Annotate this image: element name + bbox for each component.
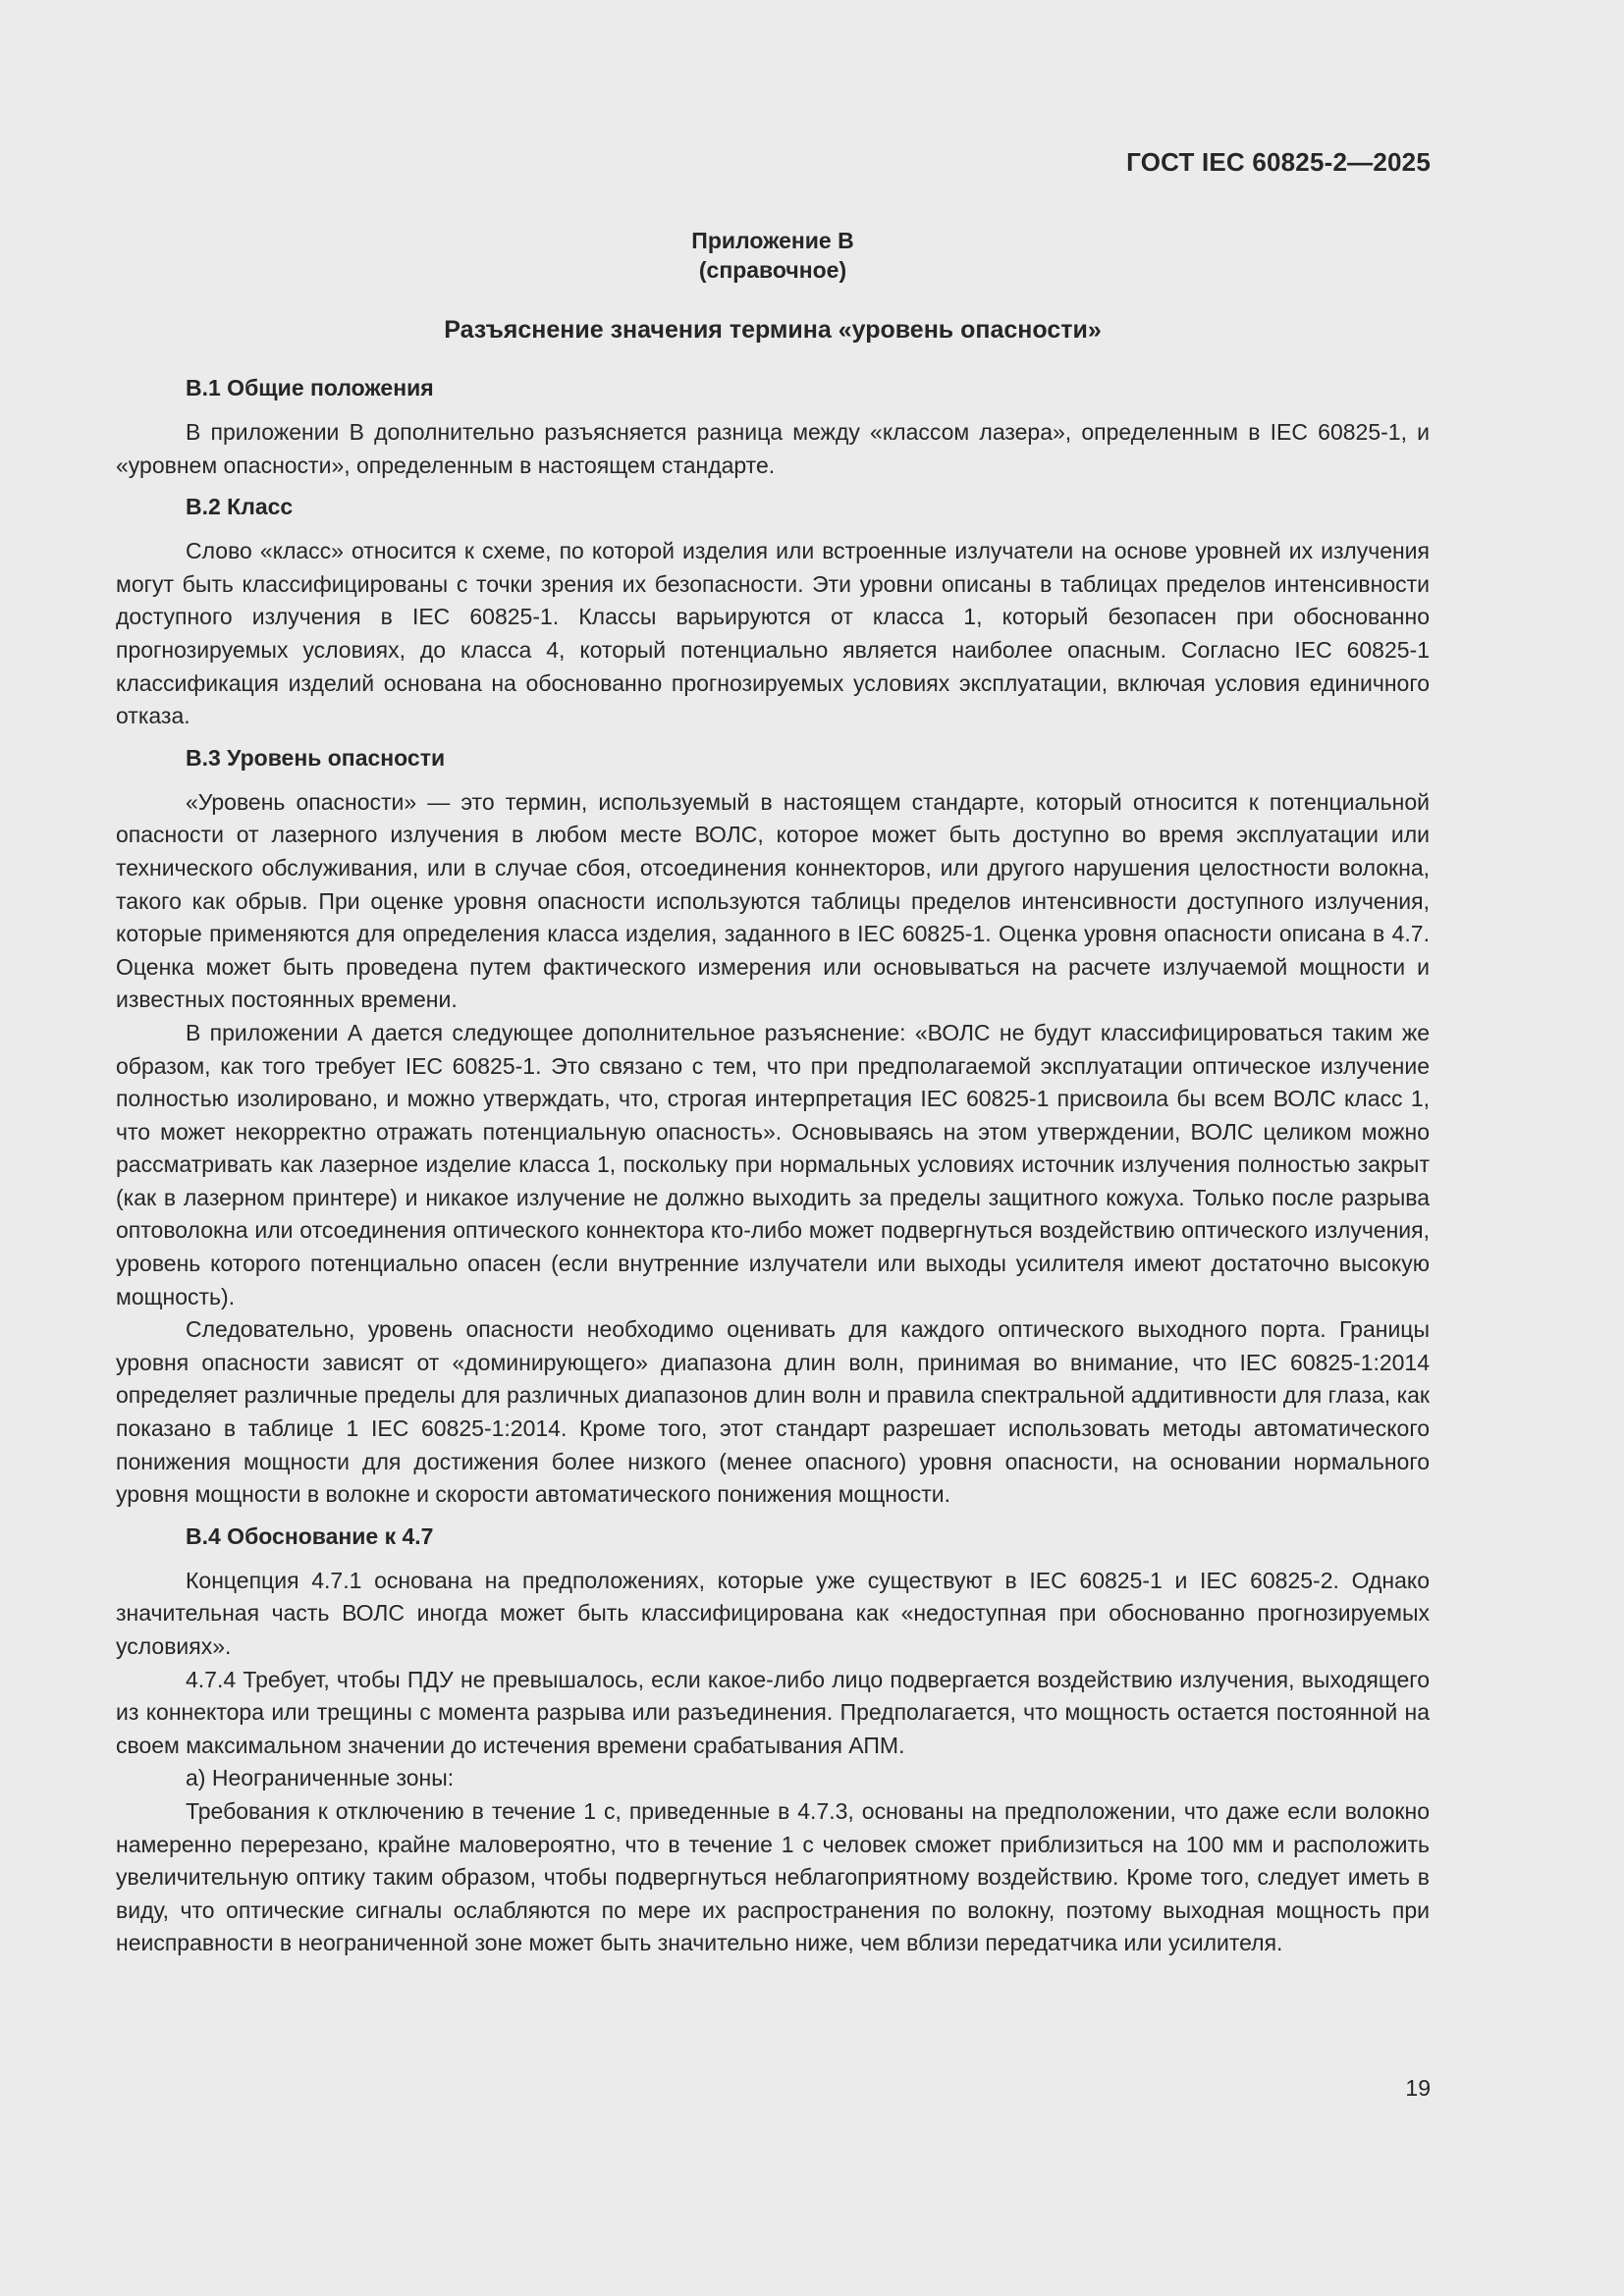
page-number: 19 xyxy=(1405,2075,1431,2101)
section-heading: В.2 Класс xyxy=(186,494,294,520)
section-heading: В.3 Уровень опасности xyxy=(186,744,446,771)
section-heading: В.1 Общие положения xyxy=(186,375,434,400)
paragraph: Требования к отключению в течение 1 с, приведенные в 4.7.3, основаны на предположении, что даже если волокно намеренно перерезано, крайне маловероятно, что в течение 1 с человек сможет приблизиться на 100 мм и расположить увеличительную оптику таким образом, чтобы подвергнуться неблагоприятному воздействию. Кроме того, следует иметь в виду, что оптические сигналы ослабляются по мере их распространения по волокну, поэтому выходная мощность при неисправности в неограниченной зоне может быть значительно ниже, чем вблизи передатчика или усилителя. xyxy=(116,1797,1430,1956)
list-item: а) Неограниченные зоны: xyxy=(186,1765,455,1791)
appendix-type: (справочное) xyxy=(698,257,847,283)
section-heading: В.4 Обоснование к 4.7 xyxy=(186,1522,434,1549)
main-title: Разъяснение значения термина «уровень опасности» xyxy=(444,316,1102,344)
section-b4 xyxy=(116,1520,1430,1960)
appendix-title xyxy=(116,226,1430,285)
section-b2 xyxy=(116,490,1430,733)
paragraph: В приложении А дается следующее дополнительное разъяснение: «ВОЛС не будут классифицироваться таким же образом, как того требует IEC 60825-1. Это связано с тем, что при предполагаемой эксплуатации оптическое излучение полностью изолировано, и можно утверждать, что, строгая интерпретация IEC 60825-1 присвоила бы всем ВОЛС класс 1, что может некорректно отражать потенциальную опасность». Основываясь на этом утверждении, ВОЛС целиком можно рассматривать как лазерное изделие класса 1, поскольку при нормальных условиях источник излучения полностью закрыт (как в лазерном принтере) и никакое излучение не должно выходить за пределы защитного кожуха. Только после разрыва оптоволокна или отсоединения оптического коннектора кто-либо может подвергнуться воздействию оптического излучения, уровень которого потенциально опасен (если внутренние излучатели или выходы усилителя имеют достаточно высокую мощность). xyxy=(116,1019,1430,1309)
paragraph: Концепция 4.7.1 основана на предположениях, которые уже существуют в IEC 60825-1 и IEC 60825-2. Однако значительная часть ВОЛС иногда может быть классифицирована как «недоступная при обоснованно прогнозируемых условиях». xyxy=(116,1567,1430,1659)
section-b1 xyxy=(116,371,1430,482)
paragraph: 4.7.4 Требует, чтобы ПДУ не превышалось, если какое-либо лицо подвергается воздействию излучения, выходящего из коннектора или трещины с момента разрыва или разъединения. Предполагается, что мощность остается постоянной на своем максимальном значении до истечения времени срабатывания АПМ. xyxy=(116,1666,1430,1758)
document-id: ГОСТ IEC 60825-2—2025 xyxy=(1126,147,1431,177)
paragraph: Следовательно, уровень опасности необходимо оценивать для каждого оптического выходного порта. Границы уровня опасности зависят от «доминирующего» диапазона длин волн, принимая во внимание, что IEC 60825-1:2014 определяет различные пределы для различных диапазонов длин волн и правила спектральной аддитивности для глаза, как показано в таблице 1 IEC 60825-1:2014. Кроме того, этот стандарт разрешает использовать методы автоматического понижения мощности для достижения более низкого (менее опасного) уровня опасности, на основании нормального уровня мощности в волокне и скорости автоматического понижения мощности. xyxy=(116,1316,1430,1508)
paragraph: «Уровень опасности» — это термин, используемый в настоящем стандарте, который относится к потенциальной опасности от лазерного излучения в любом месте ВОЛС, которое может быть доступно во время эксплуатации или технического обслуживания, или в случае сбоя, отсоединения коннекторов, или другого нарушения целостности волокна, такого как обрыв. При оценке уровня опасности используются таблицы пределов интенсивности доступного излучения, которые применяются для определения класса изделия, заданного в IEC 60825-1. Оценка уровня опасности описана в 4.7. Оценка может быть проведена путем фактического измерения или основываться на расчете излучаемой мощности и известных постоянных времени. xyxy=(116,788,1430,1013)
paragraph: В приложении В дополнительно разъясняется разница между «классом лазера», определенным в IEC 60825-1, и «уровнем опасности», определенным в настоящем стандарте. xyxy=(116,419,1430,478)
paragraph: Слово «класс» относится к схеме, по которой изделия или встроенные излучатели на основе уровней их излучения могут быть классифицированы с точки зрения их безопасности. Эти уровни описаны в таблицах пределов интенсивности доступного излучения в IEC 60825-1. Классы варьируются от класса 1, который безопасен при обоснованно прогнозируемых условиях, до класса 4, который потенциально является наиболее опасным. Согласно IEC 60825-1 классификация изделий основана на обоснованно прогнозируемых условиях эксплуатации, включая условия единичного отказа. xyxy=(116,538,1430,729)
page-content xyxy=(116,226,1430,1960)
section-b3 xyxy=(116,741,1430,1512)
appendix-label: Приложение В xyxy=(691,228,854,253)
